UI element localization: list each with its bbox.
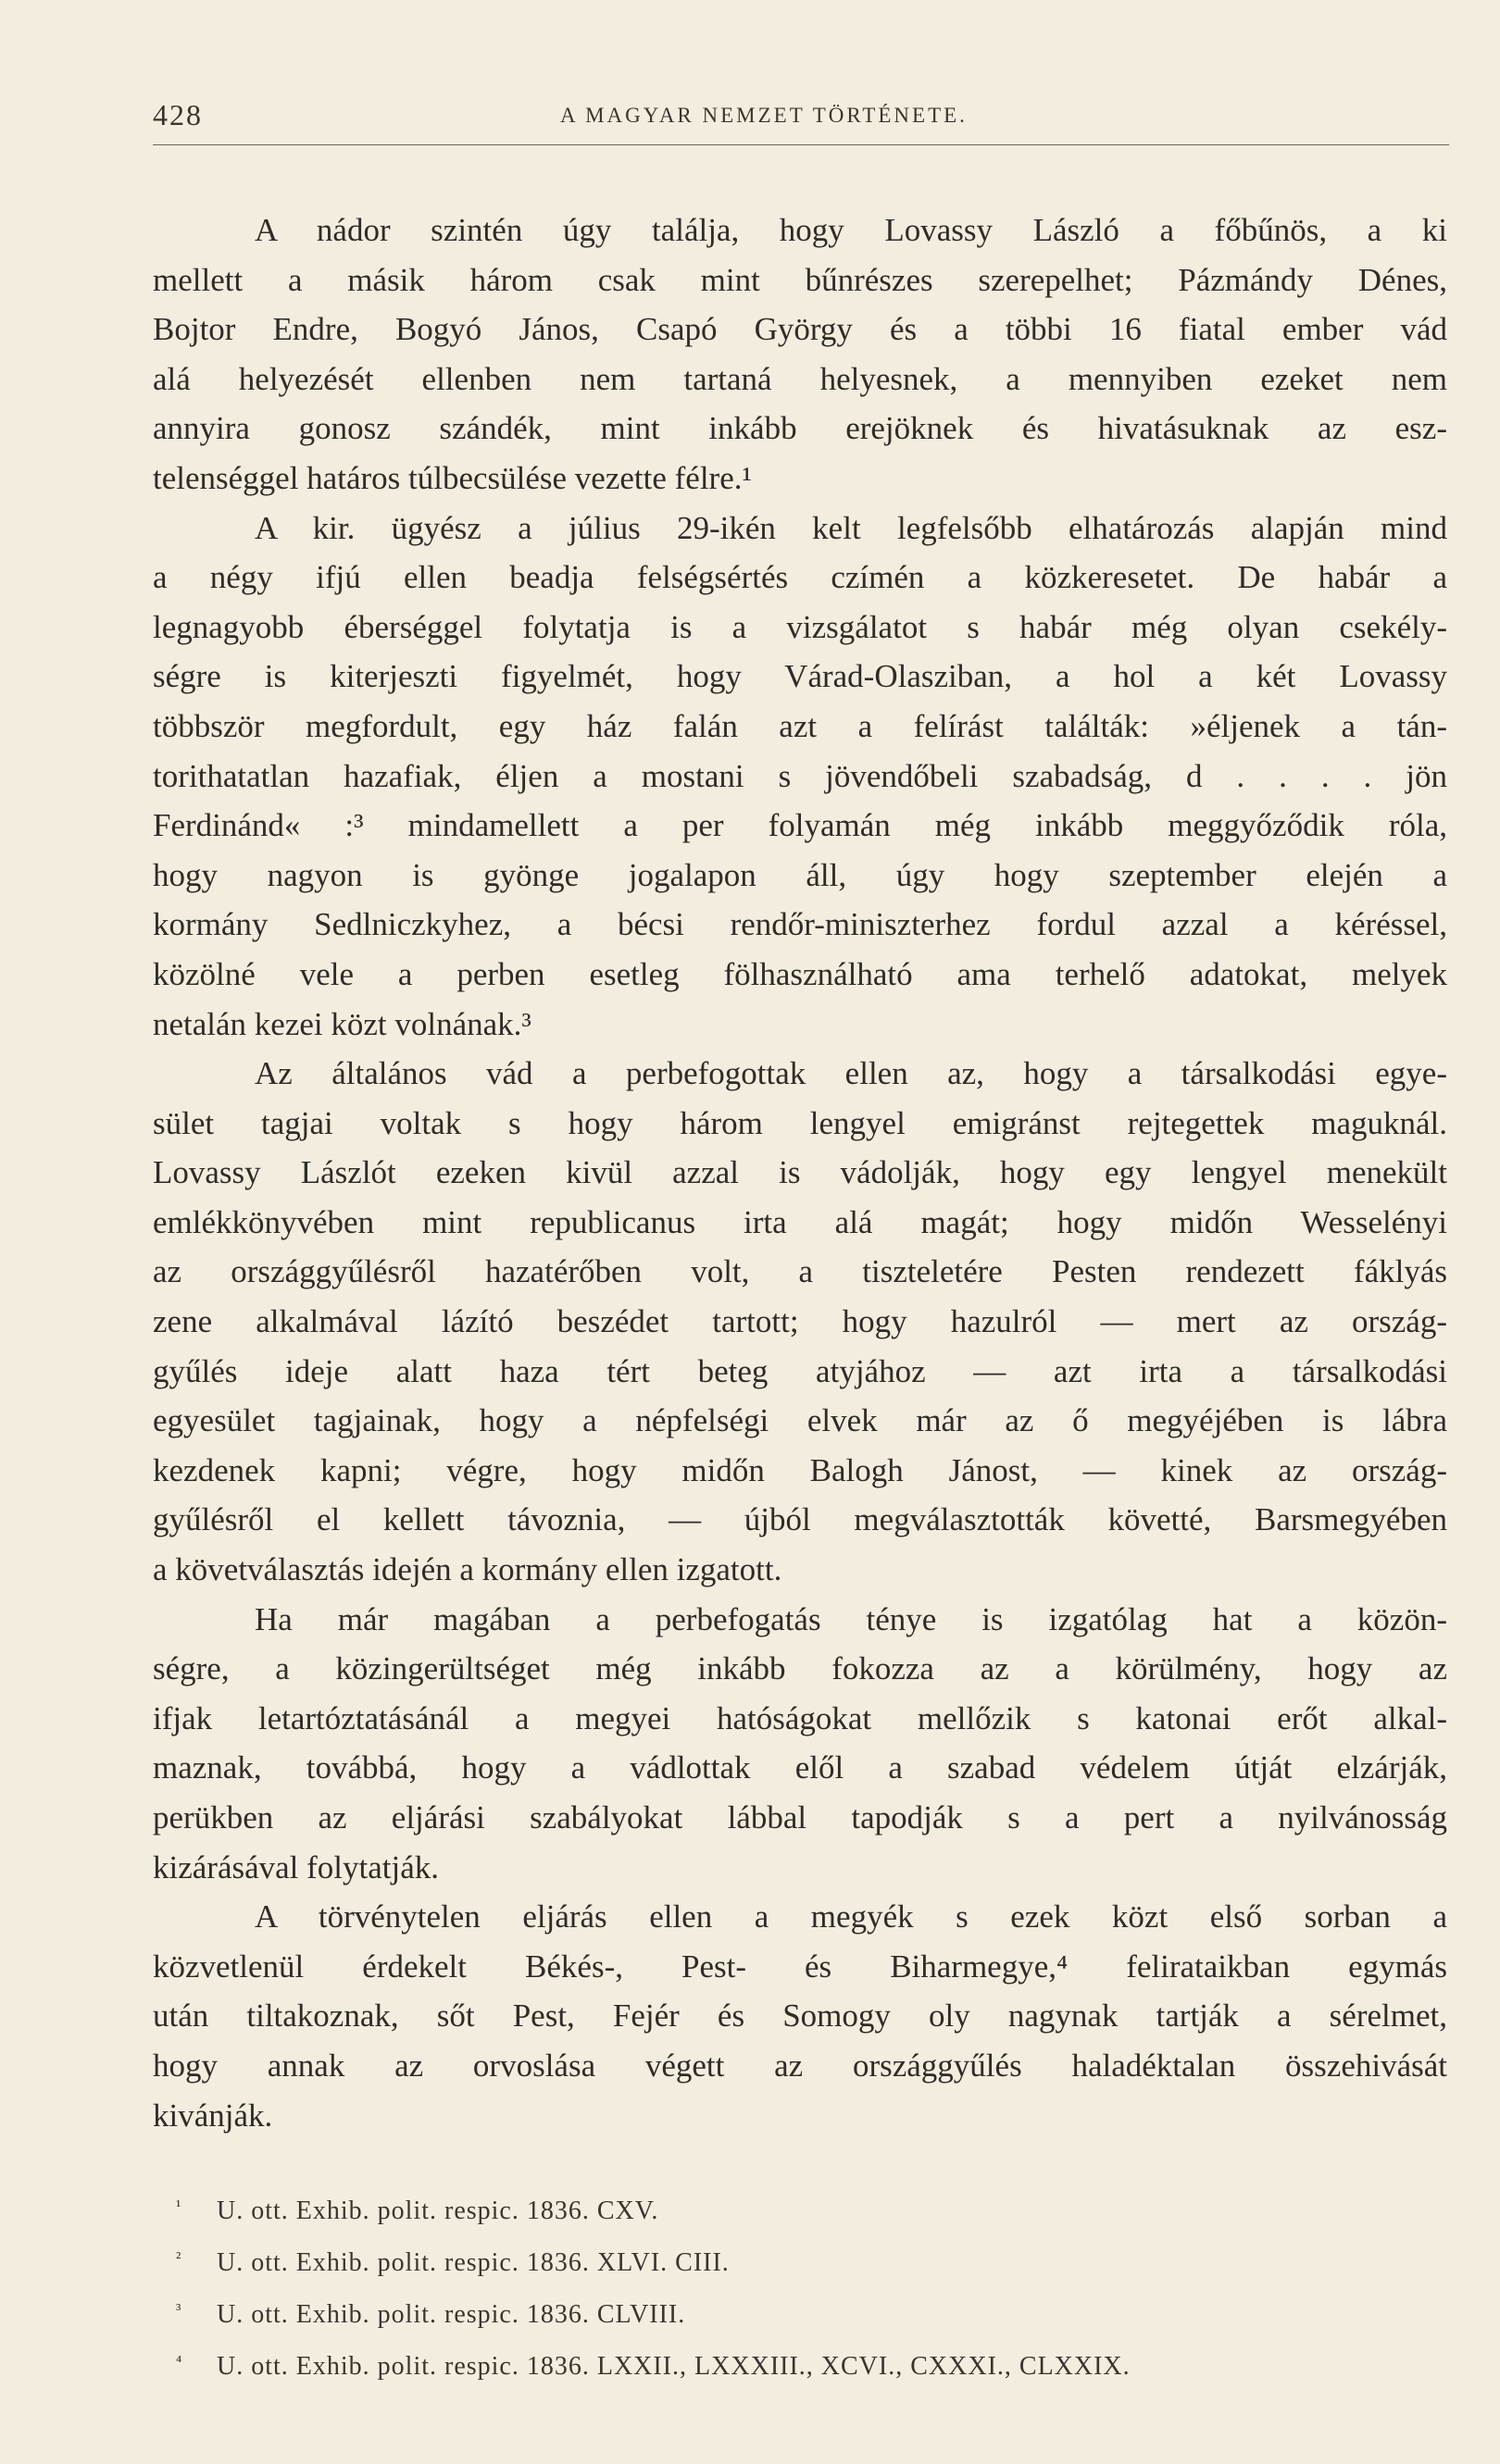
paragraph xyxy=(153,1049,1447,1595)
text-line: az országgyűlésről hazatérőben volt, a tiszteletére Pesten rendezett fáklyás xyxy=(153,1253,1447,1290)
text-line: emlékkönyvében mint republicanus irta alá magát; hogy midőn Wesselényi xyxy=(153,1203,1447,1240)
paragraph xyxy=(153,1595,1447,1893)
text-line: egyesület tagjainak, hogy a népfelségi elvek már az ő megyéjében is lábra xyxy=(153,1402,1447,1439)
text-line: hogy annak az orvoslása végett az országgyűlés haladéktalan összehivását xyxy=(153,2047,1447,2084)
footnote-mark: ¹ xyxy=(176,2196,182,2215)
text-line: A kir. ügyész a július 29-ikén kelt legfelsőbb elhatározás alapján mind xyxy=(255,509,1447,546)
footnotes xyxy=(176,2183,1444,2390)
text-line: Ha már magában a perbefogatás ténye is izgatólag hat a közön- xyxy=(255,1600,1447,1637)
page-number: 428 xyxy=(153,98,203,131)
text-line: legnagyobb éberséggel folytatja is a vizsgálatot s habár még olyan csekély- xyxy=(153,608,1447,645)
text-line: a négy ifjú ellen beadja felségsértés czímén a közkeresetet. De habár a xyxy=(153,559,1447,596)
footnote-text: U. ott. Exhib. polit. respic. 1836. CLVIII. xyxy=(217,2300,686,2329)
text-line: ségre is kiterjeszti figyelmét, hogy Várad-Olasziban, a hol a két Lovassy xyxy=(153,658,1447,695)
header-rule xyxy=(153,144,1449,145)
text-line: közölné vele a perben esetleg fölhasználható ama terhelő adatokat, melyek xyxy=(153,955,1447,992)
text-line: Bojtor Endre, Bogyó János, Csapó György és a többi 16 fiatal ember vád xyxy=(153,311,1447,348)
footnote-mark: ² xyxy=(176,2248,182,2267)
paragraph xyxy=(153,205,1447,504)
text-line: zene alkalmával lázító beszédet tartott; hogy hazulról — mert az ország- xyxy=(153,1303,1447,1340)
text-line: A nádor szintén úgy találja, hogy Lovassy László a főbűnös, a ki xyxy=(255,212,1447,248)
text-line: kormány Sedlniczkyhez, a bécsi rendőr-miniszterhez fordul azzal a kéréssel, xyxy=(153,906,1447,943)
text-line: netalán kezei közt volnának.³ xyxy=(153,1005,531,1042)
footnote xyxy=(176,2286,1444,2338)
text-line: A törvénytelen eljárás ellen a megyék s ezek közt első sorban a xyxy=(255,1898,1447,1935)
text-line: mellett a másik három csak mint bűnrészes szerepelhet; Pázmándy Dénes, xyxy=(153,261,1447,298)
text-line: torithatatlan hazafiak, éljen a mostani s jövendőbeli szabadság, d . . . . jön xyxy=(153,757,1447,794)
text-line: után tiltakoznak, sőt Pest, Fejér és Somogy oly nagynak tartják a sérelmet, xyxy=(153,1997,1447,2035)
text-line: annyira gonosz szándék, mint inkább erejöknek és hivatásuknak az esz- xyxy=(153,410,1447,447)
text-line: ségre, a közingerültséget még inkább fokozza az a körülmény, hogy az xyxy=(153,1650,1447,1687)
body-text xyxy=(153,205,1447,2140)
text-line: kivánják. xyxy=(153,2097,273,2134)
footnote-text: U. ott. Exhib. polit. respic. 1836. CXV. xyxy=(217,2196,659,2225)
text-line: sület tagjai voltak s hogy három lengyel emigránst rejtegettek maguknál. xyxy=(153,1104,1447,1141)
text-line: maznak, továbbá, hogy a vádlottak elől a szabad védelem útját elzárják, xyxy=(153,1749,1447,1786)
text-line: gyűlésről el kellett távoznia, — újból megválasztották követté, Barsmegyében xyxy=(153,1501,1447,1538)
running-title: A MAGYAR NEMZET TÖRTÉNETE. xyxy=(560,104,968,127)
text-line: gyűlés ideje alatt haza tért beteg atyjához — azt irta a társalkodási xyxy=(153,1352,1447,1389)
text-line: a követválasztás idején a kormány ellen izgatott. xyxy=(153,1551,782,1588)
text-line: alá helyezését ellenben nem tartaná helyesnek, a mennyiben ezeket nem xyxy=(153,360,1447,397)
footnote xyxy=(176,2338,1444,2390)
footnote-mark: ⁴ xyxy=(176,2352,183,2371)
text-line: kezdenek kapni; végre, hogy midőn Balogh Jánost, — kinek az ország- xyxy=(153,1451,1447,1488)
footnote-text: U. ott. Exhib. polit. respic. 1836. XLVI. CIII. xyxy=(217,2248,730,2277)
page-header xyxy=(153,93,1449,148)
text-line: Az általános vád a perbefogottak ellen az, hogy a társalkodási egye- xyxy=(255,1055,1447,1092)
text-line: Lovassy Lászlót ezeken kivül azzal is vádolják, hogy egy lengyel menekült xyxy=(153,1154,1447,1191)
text-line: közvetlenül érdekelt Békés-, Pest- és Biharmegye,⁴ felirataikban egymás xyxy=(153,1948,1447,1985)
footnote-text: U. ott. Exhib. polit. respic. 1836. LXXII., LXXXIII., XCVI., CXXXI., CLXXIX. xyxy=(217,2352,1131,2381)
footnote xyxy=(176,2183,1444,2234)
text-line: ifjak letartóztatásánál a megyei hatóságokat mellőzik s katonai erőt alkal- xyxy=(153,1699,1447,1736)
footnote xyxy=(176,2234,1444,2286)
footnote-mark: ³ xyxy=(176,2300,182,2319)
text-line: többször megfordult, egy ház falán azt a felírást találták: »éljenek a tán- xyxy=(153,707,1447,744)
paragraph xyxy=(153,1892,1447,2140)
text-line: hogy nagyon is gyönge jogalapon áll, úgy hogy szeptember elején a xyxy=(153,856,1447,893)
text-line: Ferdinánd« :³ mindamellett a per folyamán még inkább meggyőződik róla, xyxy=(153,807,1447,844)
text-line: telenséggel határos túlbecsülése vezette félre.¹ xyxy=(153,459,752,496)
text-line: perükben az eljárási szabályokat lábbal tapodják s a pert a nyilvánosság xyxy=(153,1799,1447,1836)
text-line: kizárásával folytatják. xyxy=(153,1848,440,1885)
paragraph xyxy=(153,504,1447,1050)
